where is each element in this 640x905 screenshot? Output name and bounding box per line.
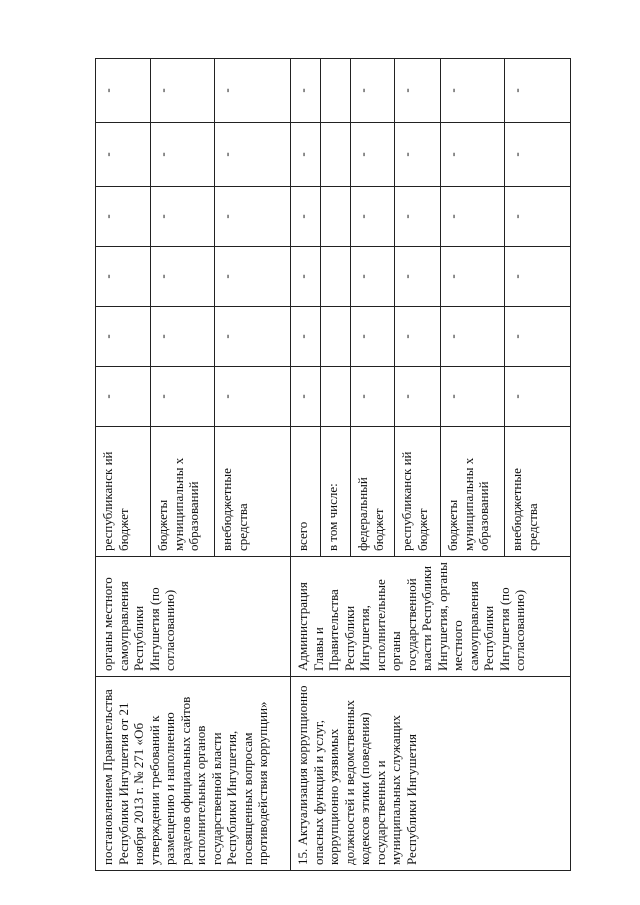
value-cell: - [291,367,321,427]
value-cell [321,59,351,123]
value-cell: - [291,123,321,187]
table-row [96,59,151,871]
value-cell: - [151,367,215,427]
value-cell: - [291,59,321,123]
value-cell: - [96,59,151,123]
value-cell: - [441,59,505,123]
value-cell: - [395,187,441,247]
table-row [291,59,321,871]
measure-cell [291,677,571,871]
value-cell: - [505,307,571,367]
value-cell: - [351,123,395,187]
value-cell: - [395,247,441,307]
value-cell: - [351,187,395,247]
value-cell: - [505,59,571,123]
value-cell: - [215,123,291,187]
source-cell: внебюджетные средства [215,427,291,557]
value-cell: - [441,187,505,247]
executor-cell [96,557,291,677]
value-cell: - [505,247,571,307]
value-cell: - [441,367,505,427]
executor-cell [291,557,571,677]
value-cell [321,187,351,247]
value-cell: - [96,247,151,307]
value-cell: - [395,367,441,427]
value-cell: - [351,367,395,427]
value-cell: - [96,307,151,367]
source-cell: в том числе: [321,427,351,557]
source-cell: республиканск ий бюджет [96,427,151,557]
value-cell: - [351,247,395,307]
value-cell: - [215,307,291,367]
value-cell: - [395,59,441,123]
value-cell: - [96,187,151,247]
value-cell [321,247,351,307]
value-cell: - [441,123,505,187]
executor-text: Администрация Главы и Правительства Республики Ингушетия, исполнительные органы государственной власти Республики Ингушетия, органы местного самоуправления Республики Ингушетия (по согласованию) [295,562,527,671]
value-cell: - [291,187,321,247]
value-cell [321,307,351,367]
measure-text: 15. Актуализация коррупционно опасных функций и услуг, коррупционно уязвимых должностей и ведомственных кодексов этики (поведения) государственных и муниципальных служащих Республики Ингушетия [295,685,419,865]
source-cell: внебюджетные средства [505,427,571,557]
value-cell: - [151,59,215,123]
value-cell: - [151,187,215,247]
value-cell: - [441,307,505,367]
value-cell: - [351,307,395,367]
source-cell: бюджеты муниципальны х образований [441,427,505,557]
value-cell: - [151,123,215,187]
value-cell: - [395,123,441,187]
value-cell [321,123,351,187]
value-cell [321,367,351,427]
value-cell: - [441,247,505,307]
value-cell: - [505,187,571,247]
rotated-table-wrapper [95,59,540,871]
value-cell: - [215,367,291,427]
source-cell: республиканск ий бюджет [395,427,441,557]
value-cell: - [351,59,395,123]
measure-text: постановлением Правительства Республики Ингушетия от 21 ноября 2013 г. № 271 «Об утверждении требований к размещению и наполнению разделов официальных сайтов исполнительных органов государственной власти Республики Ингушетия, посвященных вопросам противодействия коррупции» [100,689,270,865]
source-cell: бюджеты муниципальны х образований [151,427,215,557]
program-table [95,58,571,871]
value-cell: - [291,247,321,307]
value-cell: - [505,367,571,427]
value-cell: - [505,123,571,187]
source-cell: федеральный бюджет [351,427,395,557]
executor-text: органы местного самоуправления Республики Ингушетия (по согласованию) [100,577,177,671]
value-cell: - [395,307,441,367]
value-cell: - [96,123,151,187]
value-cell: - [151,307,215,367]
value-cell: - [151,247,215,307]
value-cell: - [215,247,291,307]
source-cell: всего [291,427,321,557]
value-cell: - [215,59,291,123]
value-cell: - [215,187,291,247]
value-cell: - [291,307,321,367]
value-cell: - [96,367,151,427]
measure-cell [96,677,291,871]
